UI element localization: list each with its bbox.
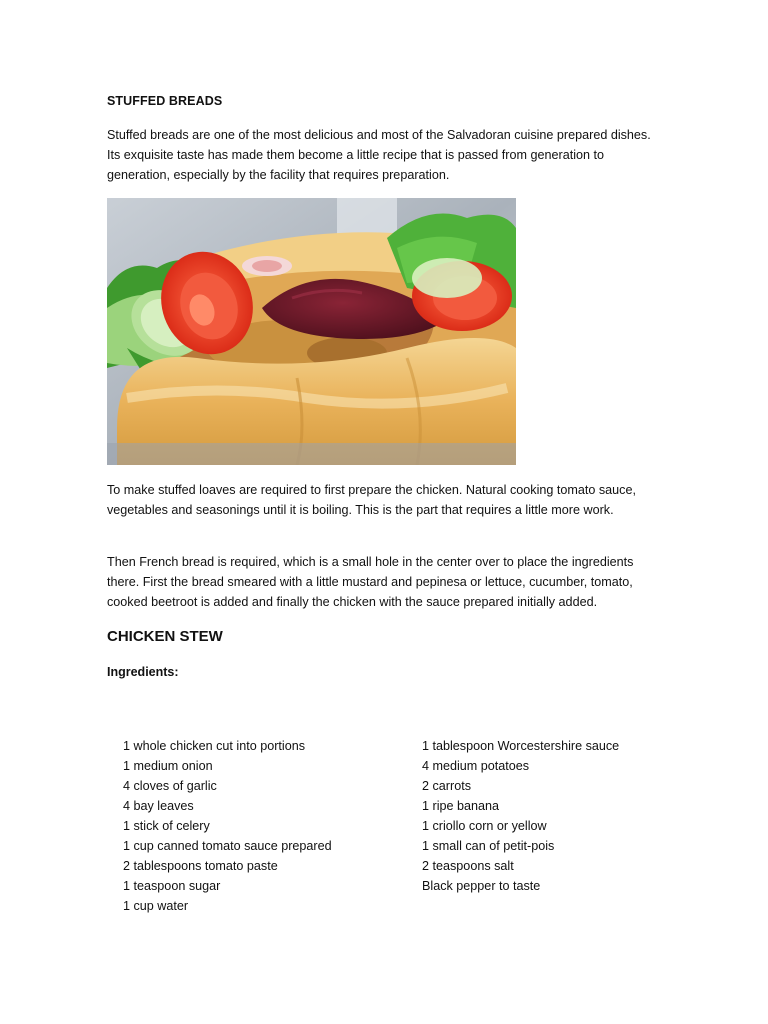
ingredients-list-left: [123, 736, 403, 916]
ingredients-list-right: [422, 736, 722, 896]
list-item: 1 cup canned tomato sauce prepared: [123, 839, 332, 853]
list-item: 2 tablespoons tomato paste: [123, 859, 278, 873]
list-item: 1 ripe banana: [422, 799, 500, 813]
list-item: 1 cup water: [123, 899, 189, 913]
list-item: 1 small can of petit-pois: [422, 839, 555, 853]
section-title-chicken-stew: CHICKEN STEW: [107, 628, 223, 645]
list-item: 1 criollo corn or yellow: [422, 819, 547, 833]
list-item: 1 stick of celery: [123, 819, 210, 833]
list-item: 1 medium onion: [123, 759, 213, 773]
list-item: 4 cloves of garlic: [123, 779, 217, 793]
ingredients-heading: Ingredients:: [107, 665, 179, 679]
assembly-paragraph: Then French bread is required, which is a small hole in the center over to place the ingredients there. First the bread smeared with a little mustard and pepinesa or lettuce, cucumber, tomato, cooked beetroot is added and finally the chicken with the sauce prepared initially added.: [107, 555, 634, 609]
list-item: 1 teaspoon sugar: [123, 879, 221, 893]
stuffed-bread-photo: [107, 198, 516, 465]
list-item: 2 teaspoons salt: [422, 859, 514, 873]
preparation-paragraph: To make stuffed loaves are required to first prepare the chicken. Natural cooking tomato sauce, vegetables and seasonings until it is boiling. This is the part that requires a little more work.: [107, 483, 636, 517]
list-item: Black pepper to taste: [422, 879, 541, 893]
list-item: 1 whole chicken cut into portions: [123, 739, 306, 753]
list-item: 1 tablespoon Worcestershire sauce: [422, 739, 620, 753]
list-item: 2 carrots: [422, 779, 471, 793]
section-title-stuffed-breads: STUFFED BREADS: [107, 94, 223, 108]
list-item: 4 medium potatoes: [422, 759, 530, 773]
list-item: 4 bay leaves: [123, 799, 194, 813]
intro-paragraph: Stuffed breads are one of the most delicious and most of the Salvadoran cuisine prepared dishes. Its exquisite taste has made them become a little recipe that is passed from generation to generation, especially by the facility that requires preparation.: [107, 128, 651, 182]
